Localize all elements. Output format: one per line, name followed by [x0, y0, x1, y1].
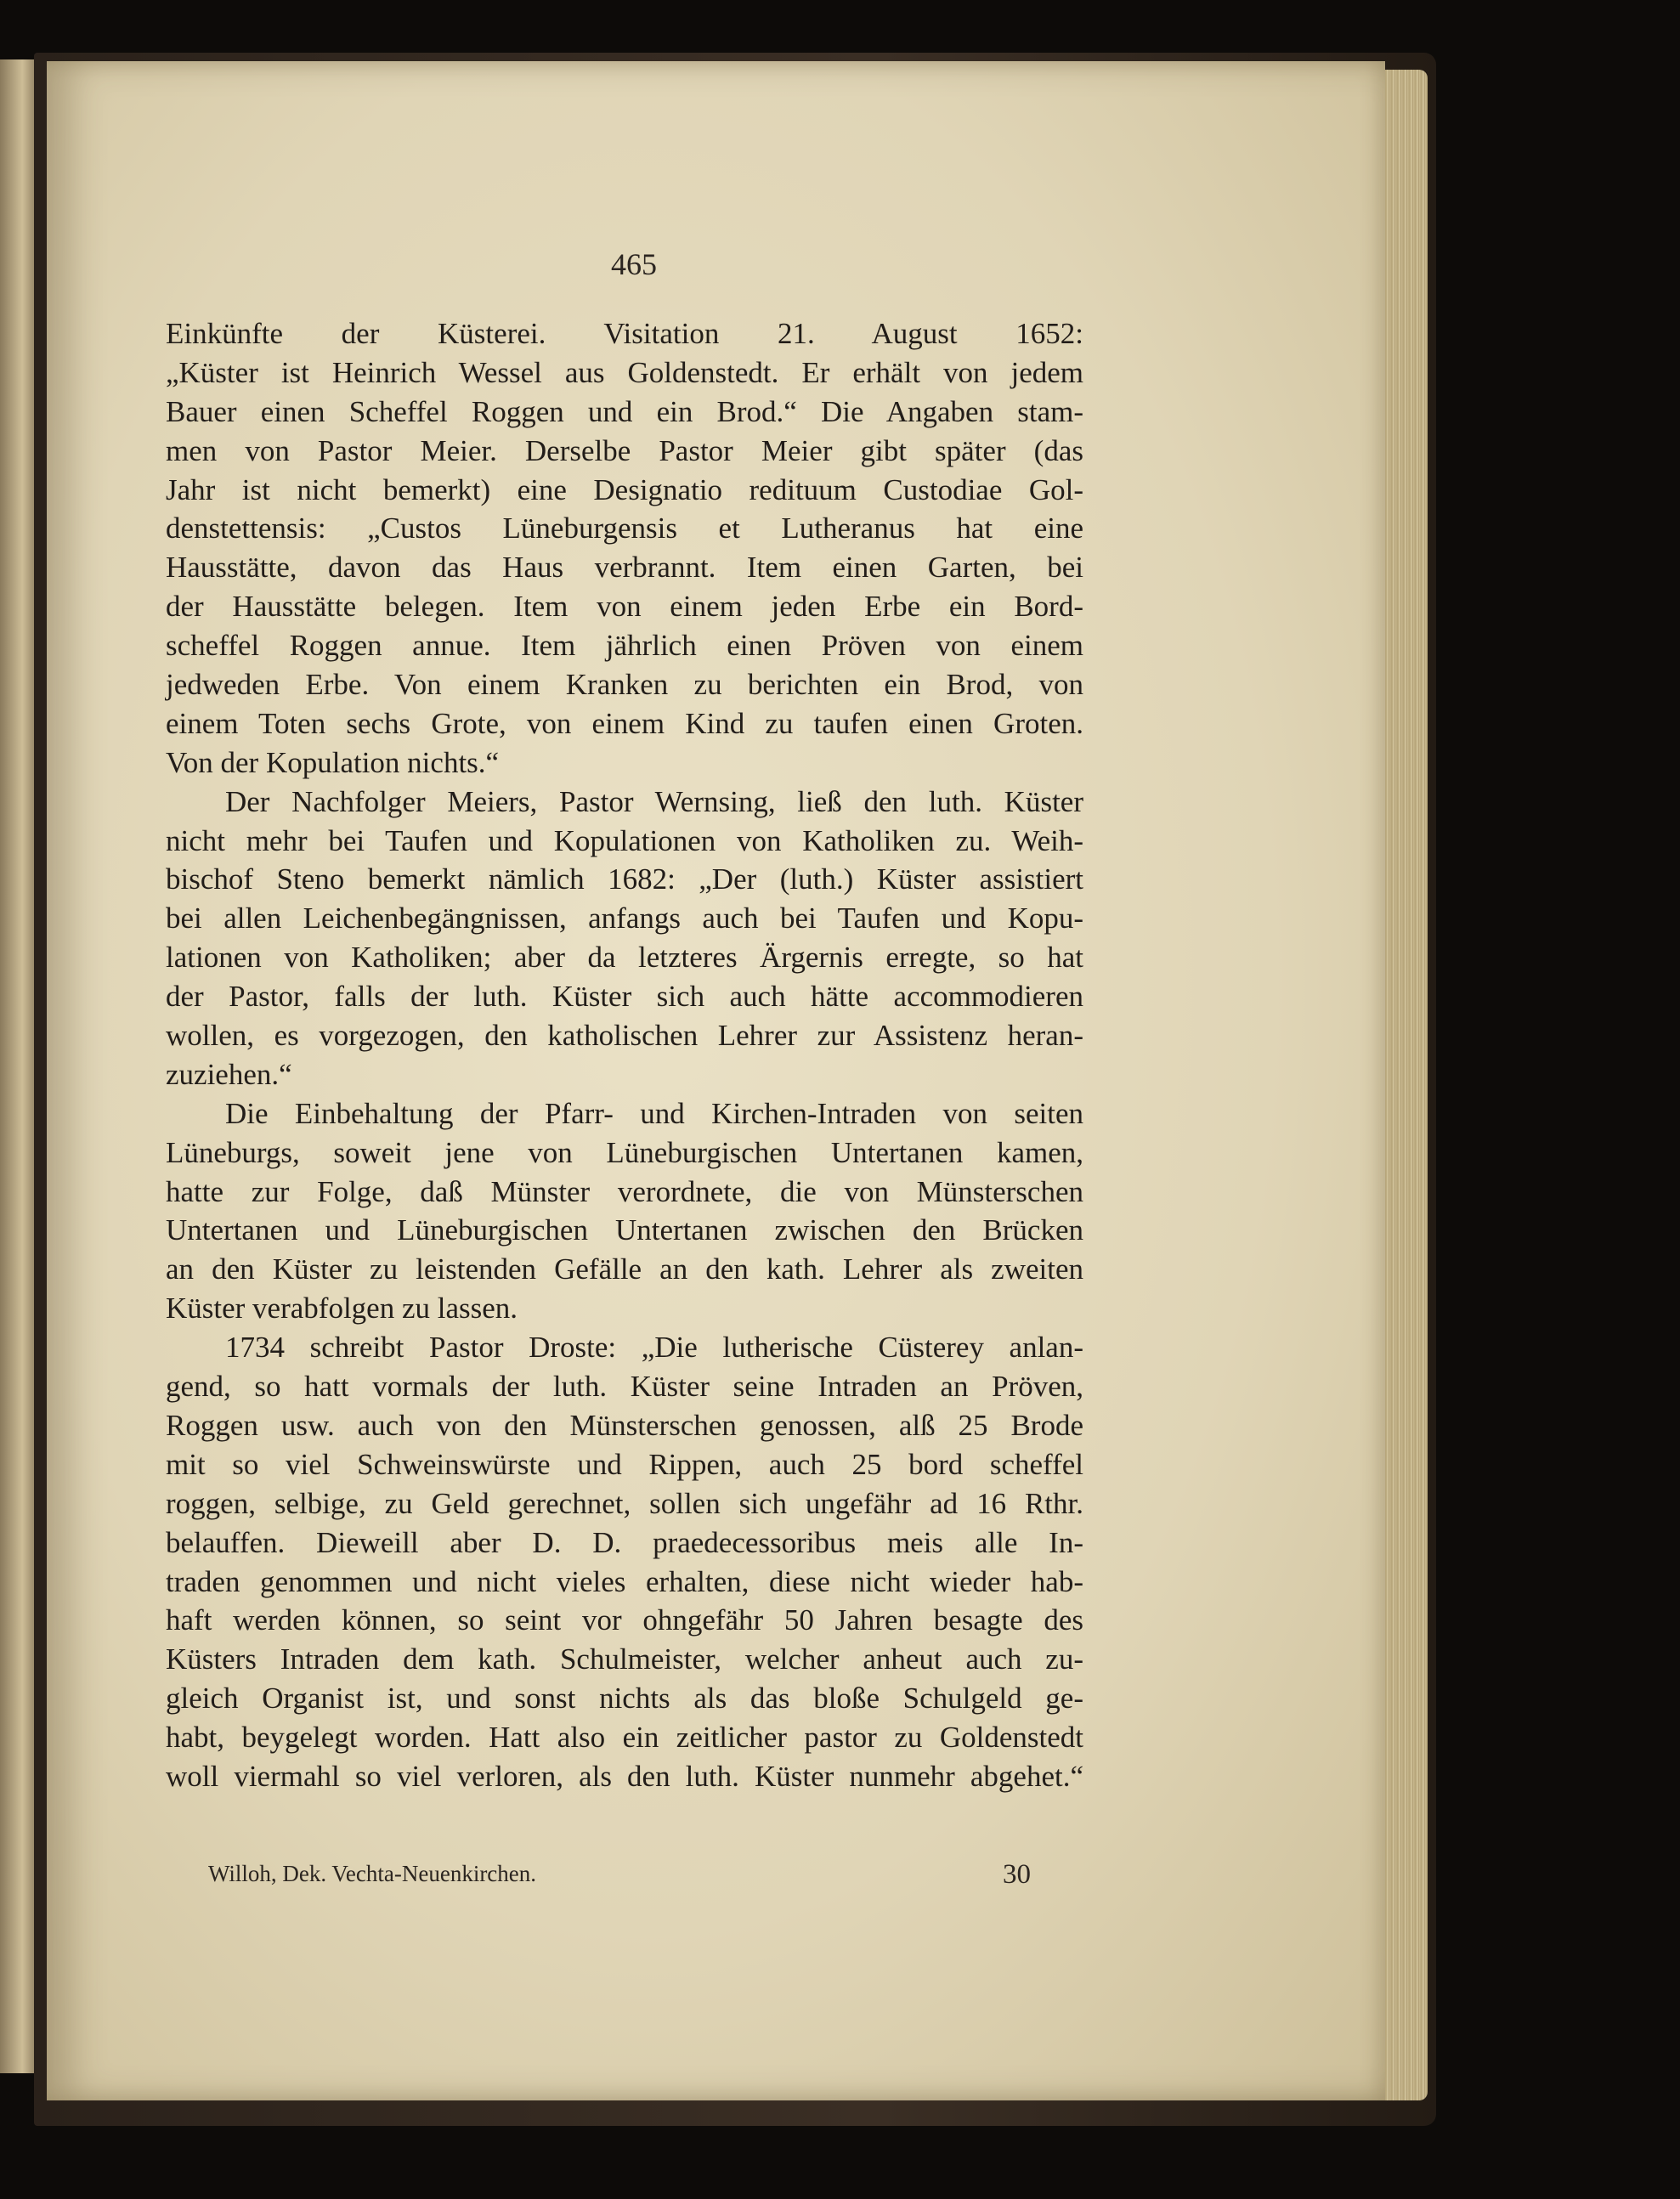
text-line: Roggen usw. auch von den Münsterschen genossen, alß 25 Brode [166, 1408, 1083, 1442]
text-line: roggen, selbige, zu Geld gerechnet, sollen sich ungefähr ad 16 Rthr. [166, 1486, 1083, 1520]
text-line: men von Pastor Meier. Derselbe Pastor Meier gibt später (das [166, 433, 1083, 467]
text-line: bei allen Leichenbegängnissen, anfangs auch bei Taufen und Kopu- [166, 902, 1083, 936]
text-line: scheffel Roggen annue. Item jährlich einen Pröven von einem [166, 629, 1083, 663]
text-line: zuziehen.“ [166, 1057, 292, 1091]
text-line: Bauer einen Scheffel Roggen und ein Brod.“ Die Angaben stam- [166, 394, 1083, 428]
text-line: Untertanen und Lüneburgischen Untertanen zwischen den Brücken [166, 1213, 1083, 1247]
text-line: belauffen. Dieweill aber D. D. praedecessoribus meis alle In- [166, 1525, 1083, 1559]
text-line: Der Nachfolger Meiers, Pastor Wernsing, ließ den luth. Küster [225, 784, 1083, 818]
text-line: nicht mehr bei Taufen und Kopulationen von Katholiken zu. Weih- [166, 823, 1083, 857]
text-line: hatte zur Folge, daß Münster verordnete, die von Münsterschen [166, 1174, 1083, 1208]
text-line: Einkünfte der Küsterei. Visitation 21. August 1652: [166, 317, 1083, 350]
text-line: der Hausstätte belegen. Item von einem jeden Erbe ein Bord- [166, 590, 1083, 624]
text-line: Küster verabfolgen zu lassen. [166, 1292, 518, 1326]
text-line: 1734 schreibt Pastor Droste: „Die lutherische Cüsterey anlan- [225, 1331, 1083, 1365]
text-line: Küsters Intraden dem kath. Schulmeister, welcher anheut auch zu- [166, 1642, 1083, 1676]
text-line: Hausstätte, davon das Haus verbrannt. Item einen Garten, bei [166, 551, 1083, 585]
text-line: einem Toten sechs Grote, von einem Kind zu taufen einen Groten. [166, 706, 1083, 740]
text-line: gend, so hatt vormals der luth. Küster seine Intraden an Pröven, [166, 1370, 1083, 1404]
text-line: gleich Organist ist, und sonst nichts als das bloße Schulgeld ge- [166, 1682, 1083, 1716]
text-line: Lüneburgs, soweit jene von Lüneburgischen Untertanen kamen, [166, 1135, 1083, 1169]
text-line: traden genommen und nicht vieles erhalten, diese nicht wieder hab- [166, 1564, 1083, 1598]
text-line: „Küster ist Heinrich Wessel aus Goldenstedt. Er erhält von jedem [166, 355, 1083, 389]
text-line: bischof Steno bemerkt nämlich 1682: „Der (luth.) Küster assistiert [166, 862, 1083, 896]
footer-signature: Willoh, Dek. Vechta-Neuenkirchen. [208, 1861, 537, 1886]
text-line: Jahr ist nicht bemerkt) eine Designatio redituum Custodiae Gol- [166, 472, 1083, 506]
text-line: Die Einbehaltung der Pfarr- und Kirchen-Intraden von seiten [225, 1096, 1083, 1130]
text-line: mit so viel Schweinswürste und Rippen, auch 25 bord scheffel [166, 1447, 1083, 1481]
page-number: 465 [611, 247, 657, 281]
text-line: der Pastor, falls der luth. Küster sich auch hätte accommodieren [166, 980, 1083, 1014]
text-line: an den Küster zu leistenden Gefälle an den kath. Lehrer als zweiten [166, 1252, 1083, 1286]
footer-sheet-number: 30 [1003, 1859, 1031, 1890]
body-text [166, 314, 1083, 1796]
text-line: Von der Kopulation nichts.“ [166, 745, 500, 779]
text-line: habt, beygelegt worden. Hatt also ein zeitlicher pastor zu Goldenstedt [166, 1721, 1083, 1755]
text-line: lationen von Katholiken; aber da letzteres Ärgernis erregte, so hat [166, 941, 1083, 975]
text-line: haft werden können, so seint vor ohngefähr 50 Jahren besagte des [166, 1603, 1083, 1637]
text-line: denstettensis: „Custos Lüneburgensis et Lutheranus hat eine [166, 512, 1083, 546]
text-line: jedweden Erbe. Von einem Kranken zu berichten ein Brod, von [166, 668, 1083, 702]
text-line: wollen, es vorgezogen, den katholischen Lehrer zur Assistenz heran- [166, 1019, 1083, 1053]
text-line: woll viermahl so viel verloren, als den luth. Küster nunmehr abgehet.“ [166, 1759, 1083, 1793]
